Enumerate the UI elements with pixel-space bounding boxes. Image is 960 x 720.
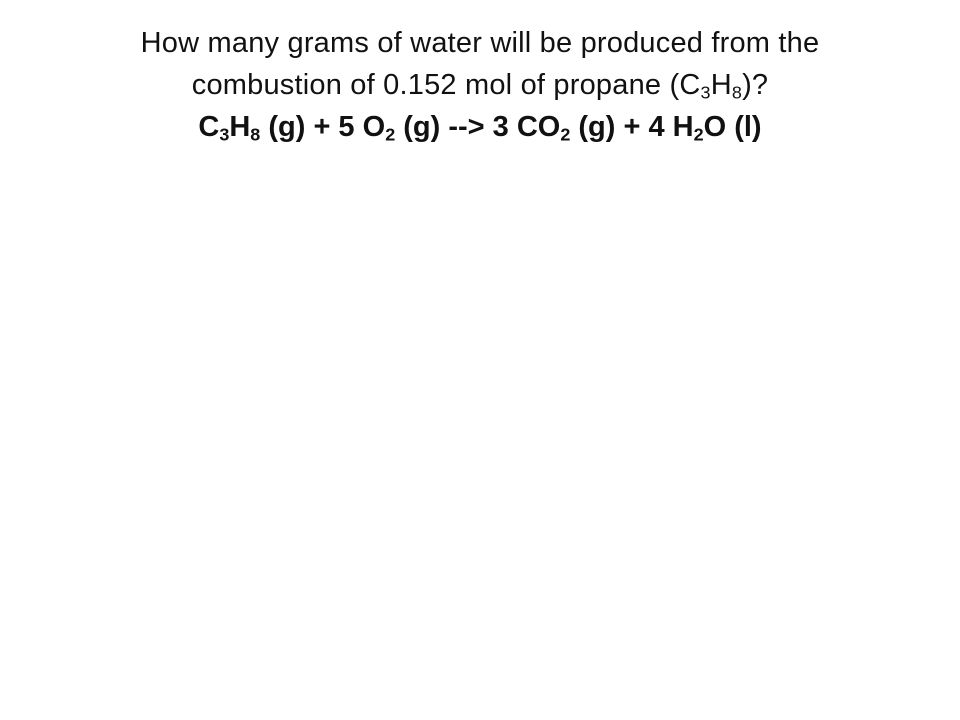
- question-line-1: How many grams of water will be produced from the: [140, 27, 820, 59]
- question-text: [40, 22, 920, 106]
- subscript: 2: [693, 124, 704, 145]
- question-line-2: [40, 64, 920, 106]
- question-line-2-text: combustion of 0.152 mol of propane (C: [191, 69, 701, 101]
- equation-text: (g) + 5 O: [260, 111, 386, 143]
- equation-text: (g) + 4 H: [570, 111, 694, 143]
- subscript: 3: [700, 82, 711, 103]
- subscript: 2: [560, 124, 571, 145]
- equation-text: H: [229, 111, 251, 143]
- question-line-2-text: )?: [742, 69, 769, 101]
- chemical-equation: [40, 106, 920, 148]
- equation-text: (g) --> 3 CO: [395, 111, 561, 143]
- equation-text: O (l): [703, 111, 762, 143]
- subscript: 8: [250, 124, 261, 145]
- subscript: 8: [731, 82, 743, 103]
- subscript: 3: [219, 124, 230, 145]
- question-line-2-text: H: [710, 69, 732, 101]
- subscript: 2: [385, 124, 396, 145]
- equation-text: C: [198, 111, 220, 143]
